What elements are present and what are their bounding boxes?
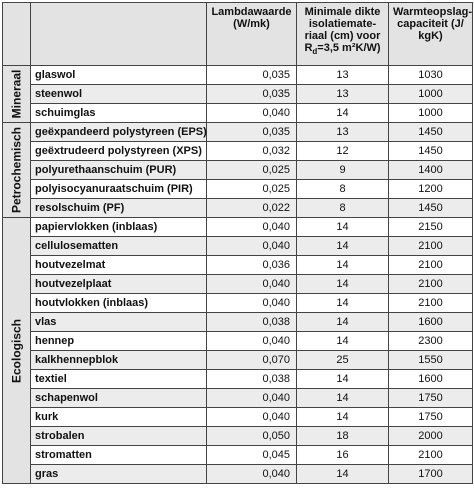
lambda-cell: 0,036 bbox=[207, 256, 297, 275]
lambda-cell: 0,038 bbox=[207, 370, 297, 389]
lambda-cell: 0,040 bbox=[207, 237, 297, 256]
heat-cell: 2100 bbox=[389, 275, 473, 294]
thickness-cell: 14 bbox=[297, 218, 389, 237]
material-cell: resolschuim (PF) bbox=[31, 199, 207, 218]
heat-cell: 1200 bbox=[389, 180, 473, 199]
table-row bbox=[3, 199, 473, 218]
category-label: Mineraal bbox=[9, 69, 23, 119]
heat-cell: 2100 bbox=[389, 237, 473, 256]
thickness-cell: 16 bbox=[297, 446, 389, 465]
lambda-cell: 0,040 bbox=[207, 332, 297, 351]
heat-cell: 1550 bbox=[389, 351, 473, 370]
category-label: Ecologisch bbox=[9, 318, 23, 383]
category-cell bbox=[3, 123, 31, 218]
material-cell: vlas bbox=[31, 313, 207, 332]
lambda-cell: 0,040 bbox=[207, 218, 297, 237]
heat-cell: 1450 bbox=[389, 123, 473, 142]
table-row bbox=[3, 104, 473, 123]
lambda-cell: 0,050 bbox=[207, 427, 297, 446]
category-cell bbox=[3, 66, 31, 123]
table-row bbox=[3, 408, 473, 427]
lambda-cell: 0,022 bbox=[207, 199, 297, 218]
material-cell: schuimglas bbox=[31, 104, 207, 123]
heat-cell: 1600 bbox=[389, 313, 473, 332]
material-cell: glaswol bbox=[31, 66, 207, 85]
table-row bbox=[3, 465, 473, 484]
table-row bbox=[3, 218, 473, 237]
table-row bbox=[3, 332, 473, 351]
material-cell: steenwol bbox=[31, 85, 207, 104]
table-row bbox=[3, 85, 473, 104]
material-cell: geëxpandeerd polystyreen (EPS) bbox=[31, 123, 207, 142]
lambda-cell: 0,040 bbox=[207, 275, 297, 294]
header-thickness-sub: d bbox=[312, 47, 318, 57]
material-cell: strobalen bbox=[31, 427, 207, 446]
table-row bbox=[3, 370, 473, 389]
material-cell: gras bbox=[31, 465, 207, 484]
thickness-cell: 13 bbox=[297, 123, 389, 142]
insulation-table bbox=[2, 2, 473, 484]
table-row bbox=[3, 427, 473, 446]
lambda-cell: 0,040 bbox=[207, 389, 297, 408]
heat-cell: 1000 bbox=[389, 104, 473, 123]
heat-cell: 2000 bbox=[389, 427, 473, 446]
heat-cell: 2300 bbox=[389, 332, 473, 351]
heat-cell: 1750 bbox=[389, 408, 473, 427]
thickness-cell: 12 bbox=[297, 142, 389, 161]
table-row bbox=[3, 446, 473, 465]
heat-cell: 2100 bbox=[389, 294, 473, 313]
thickness-cell: 14 bbox=[297, 370, 389, 389]
lambda-cell: 0,040 bbox=[207, 104, 297, 123]
thickness-cell: 9 bbox=[297, 161, 389, 180]
heat-cell: 1450 bbox=[389, 199, 473, 218]
material-cell: geëxtrudeerd polystyreen (XPS) bbox=[31, 142, 207, 161]
header-lambda: Lambdawaarde (W/mk) bbox=[207, 3, 297, 66]
table-row bbox=[3, 123, 473, 142]
material-cell: houtvlokken (inblaas) bbox=[31, 294, 207, 313]
header-thickness-post: =3,5 m²K/W) bbox=[317, 42, 381, 54]
lambda-cell: 0,040 bbox=[207, 408, 297, 427]
thickness-cell: 8 bbox=[297, 199, 389, 218]
table-row bbox=[3, 351, 473, 370]
table-row bbox=[3, 275, 473, 294]
heat-cell: 1750 bbox=[389, 389, 473, 408]
material-cell: textiel bbox=[31, 370, 207, 389]
material-cell: stromatten bbox=[31, 446, 207, 465]
thickness-cell: 14 bbox=[297, 256, 389, 275]
thickness-cell: 14 bbox=[297, 465, 389, 484]
thickness-cell: 13 bbox=[297, 66, 389, 85]
table-row bbox=[3, 180, 473, 199]
thickness-cell: 14 bbox=[297, 104, 389, 123]
thickness-cell: 14 bbox=[297, 294, 389, 313]
thickness-cell: 14 bbox=[297, 332, 389, 351]
table-row bbox=[3, 66, 473, 85]
heat-cell: 1400 bbox=[389, 161, 473, 180]
lambda-cell: 0,035 bbox=[207, 123, 297, 142]
thickness-cell: 8 bbox=[297, 180, 389, 199]
heat-cell: 1450 bbox=[389, 142, 473, 161]
lambda-cell: 0,040 bbox=[207, 465, 297, 484]
material-cell: schapenwol bbox=[31, 389, 207, 408]
table-row bbox=[3, 313, 473, 332]
material-cell: polyisocyanuraatschuim (PIR) bbox=[31, 180, 207, 199]
material-cell: houtvezelplaat bbox=[31, 275, 207, 294]
category-cell bbox=[3, 218, 31, 484]
heat-cell: 1030 bbox=[389, 66, 473, 85]
table-row bbox=[3, 294, 473, 313]
header-heat: Warmteopslag-capaciteit (J/ kgK) bbox=[389, 3, 473, 66]
thickness-cell: 25 bbox=[297, 351, 389, 370]
thickness-cell: 14 bbox=[297, 237, 389, 256]
thickness-cell: 14 bbox=[297, 313, 389, 332]
heat-cell: 1000 bbox=[389, 85, 473, 104]
heat-cell: 2150 bbox=[389, 218, 473, 237]
table-row bbox=[3, 389, 473, 408]
header-thickness bbox=[297, 3, 389, 66]
thickness-cell: 14 bbox=[297, 389, 389, 408]
heat-cell: 2100 bbox=[389, 256, 473, 275]
lambda-cell: 0,035 bbox=[207, 85, 297, 104]
lambda-cell: 0,032 bbox=[207, 142, 297, 161]
material-cell: kurk bbox=[31, 408, 207, 427]
table-row bbox=[3, 161, 473, 180]
table-row bbox=[3, 142, 473, 161]
heat-cell: 2100 bbox=[389, 446, 473, 465]
lambda-cell: 0,035 bbox=[207, 66, 297, 85]
header-row bbox=[3, 3, 473, 66]
lambda-cell: 0,045 bbox=[207, 446, 297, 465]
header-thickness-pre: Minimale dikte isolatiemate-riaal (cm) voor R bbox=[304, 6, 381, 54]
material-cell: kalkhennepblok bbox=[31, 351, 207, 370]
table-row bbox=[3, 256, 473, 275]
heat-cell: 1700 bbox=[389, 465, 473, 484]
material-cell: hennep bbox=[31, 332, 207, 351]
header-material bbox=[31, 3, 207, 66]
lambda-cell: 0,025 bbox=[207, 161, 297, 180]
thickness-cell: 14 bbox=[297, 275, 389, 294]
lambda-cell: 0,038 bbox=[207, 313, 297, 332]
lambda-cell: 0,025 bbox=[207, 180, 297, 199]
category-label: Petrochemisch bbox=[9, 126, 23, 214]
thickness-cell: 14 bbox=[297, 408, 389, 427]
table-row bbox=[3, 237, 473, 256]
material-cell: papiervlokken (inblaas) bbox=[31, 218, 207, 237]
thickness-cell: 13 bbox=[297, 85, 389, 104]
material-cell: polyurethaanschuim (PUR) bbox=[31, 161, 207, 180]
header-corner bbox=[3, 3, 31, 66]
heat-cell: 1600 bbox=[389, 370, 473, 389]
lambda-cell: 0,040 bbox=[207, 294, 297, 313]
material-cell: houtvezelmat bbox=[31, 256, 207, 275]
material-cell: cellulosematten bbox=[31, 237, 207, 256]
thickness-cell: 18 bbox=[297, 427, 389, 446]
lambda-cell: 0,070 bbox=[207, 351, 297, 370]
